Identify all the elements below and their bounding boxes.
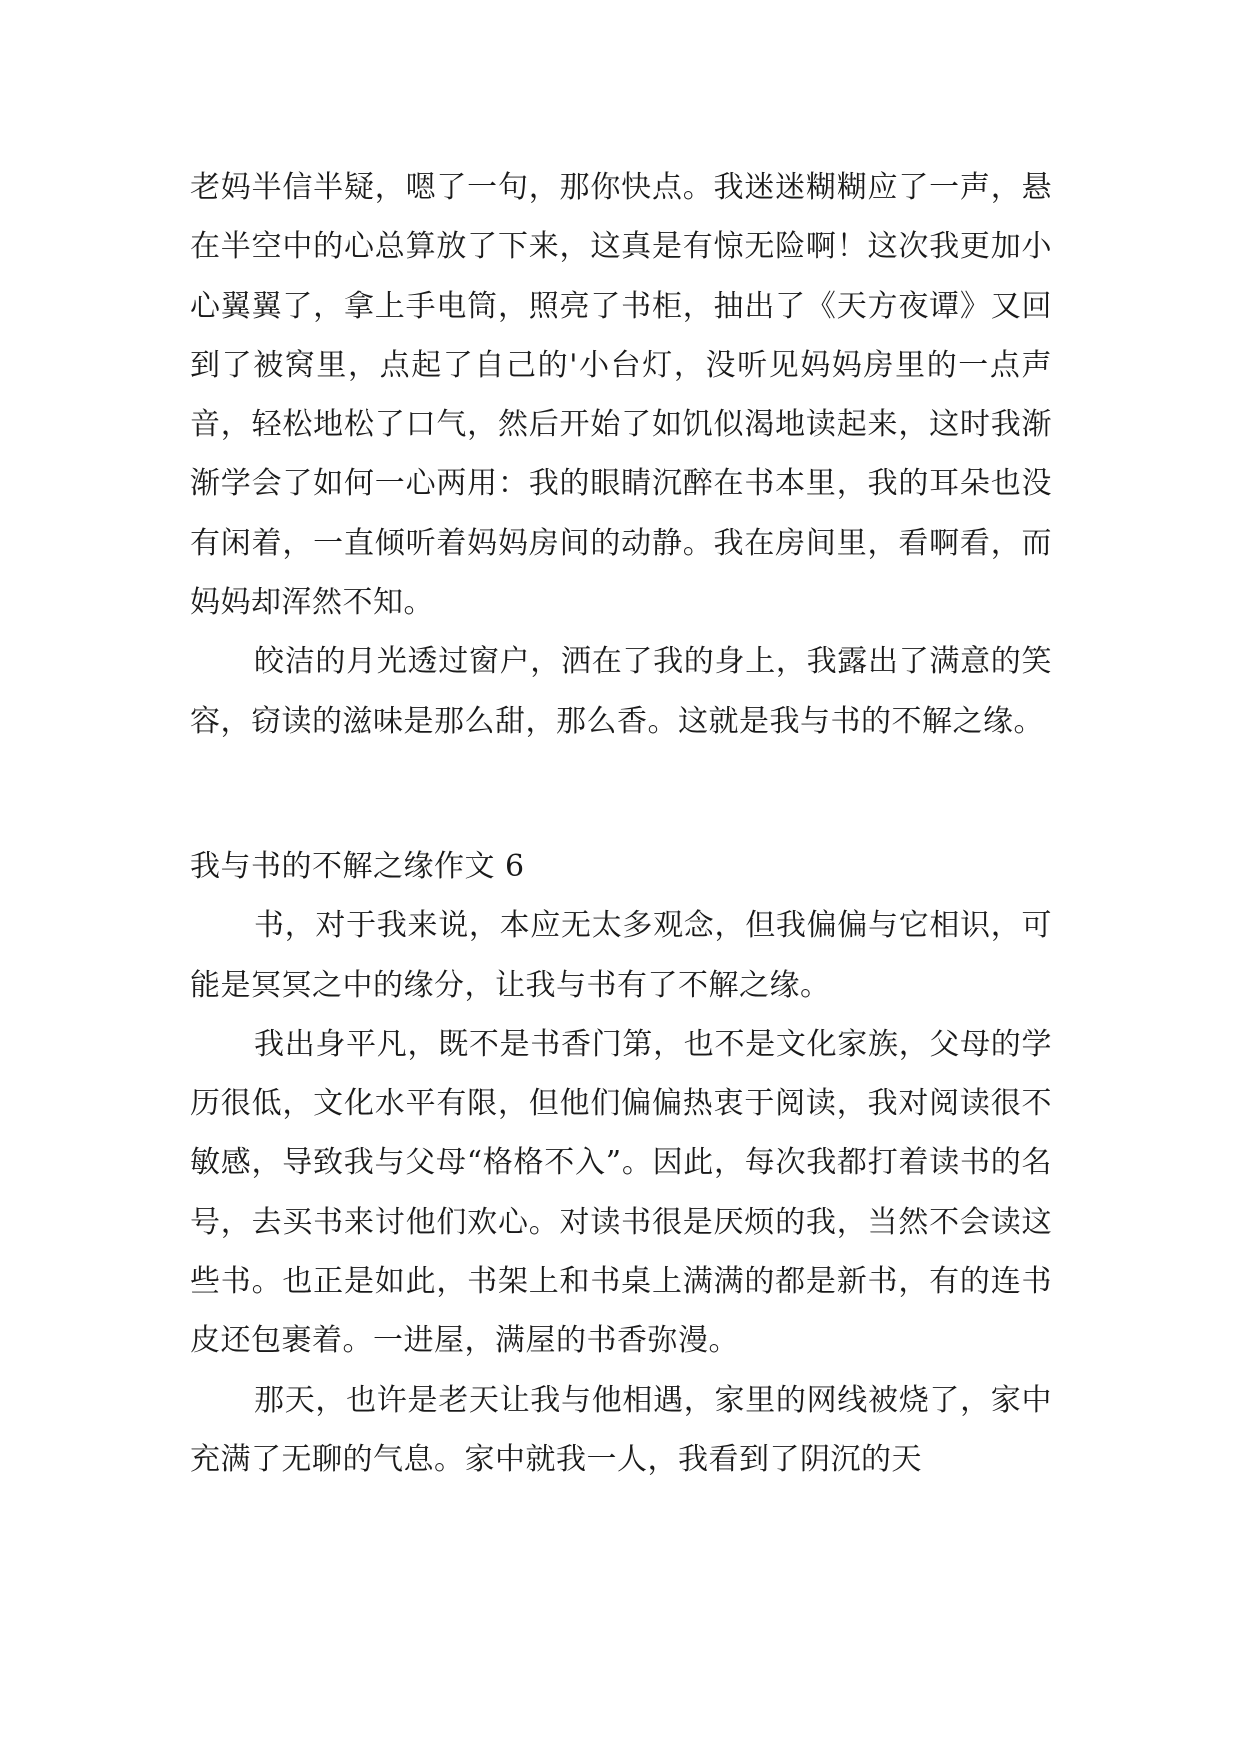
section-title: 我与书的不解之缘作文 6 xyxy=(190,848,525,884)
paragraph-2: 皎洁的月光透过窗户，洒在了我的身上，我露出了满意的笑容，窃读的滋味是那么甜，那么香。这就是我与书的不解之缘。 xyxy=(190,644,1052,739)
paragraph-1: 老妈半信半疑，嗯了一句，那你快点。我迷迷糊糊应了一声，悬在半空中的心总算放了下来，这真是有惊无险啊！这次我更加小心翼翼了，拿上手电筒，照亮了书柜，抽出了《天方夜谭》又回到了被窝里，点起了自己的'小台灯，没听见妈妈房里的一点声音，轻松地松了口气，然后开始了如饥似渴地读起来，这时我渐渐学会了如何一心两用：我的眼睛沉醉在书本里，我的耳朵也没有闲着，一直倾听着妈妈房间的动静。我在房间里，看啊看，而妈妈却浑然不知。 xyxy=(190,170,1052,621)
paragraph-4: 我出身平凡，既不是书香门第，也不是文化家族，父母的学历很低，文化水平有限，但他们偏偏热衷于阅读，我对阅读很不敏感，导致我与父母“格格不入”。因此，每次我都打着读书的名号，去买书来讨他们欢心。对读书很是厌烦的我，当然不会读这些书。也正是如此，书架上和书桌上满满的都是新书，有的连书皮还包裹着。一进屋，满屋的书香弥漫。 xyxy=(190,1026,1052,1359)
paragraph-3: 书，对于我来说，本应无太多观念，但我偏偏与它相识，可能是冥冥之中的缘分，让我与书有了不解之缘。 xyxy=(190,908,1052,1003)
paragraph-5: 那天，也许是老天让我与他相遇，家里的网线被烧了，家中充满了无聊的气息。家中就我一人，我看到了阴沉的天 xyxy=(190,1382,1052,1477)
document-page xyxy=(190,158,1052,1489)
